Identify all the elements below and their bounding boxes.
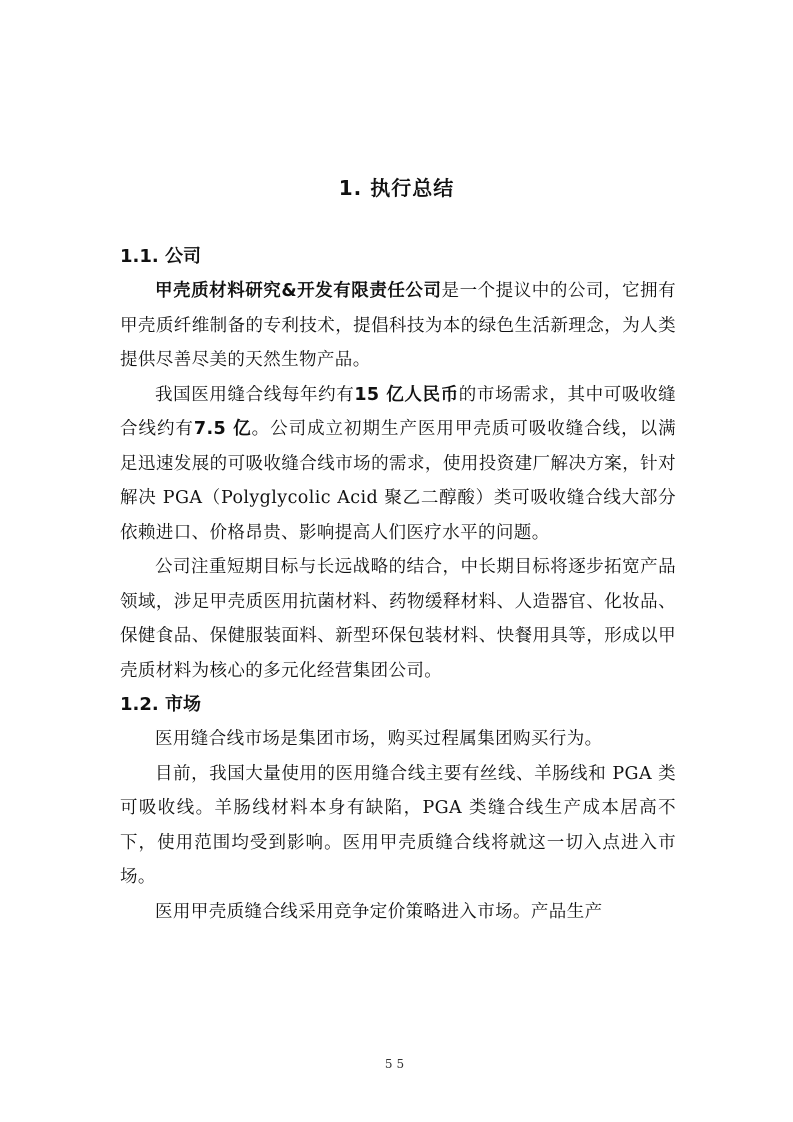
paragraph-market-current: 目前，我国大量使用的医用缝合线主要有丝线、羊肠线和 PGA 类可吸收线。羊肠线材料本身有缺陷，PGA 类缝合线生产成本居高不下，使用范围均受到影响。医用甲壳质缝合线将就这一切入点进入市场。	[120, 763, 676, 887]
paragraph-strategy: 公司注重短期目标与长远战略的结合，中长期目标将逐步拓宽产品领域，涉足甲壳质医用抗菌材料、药物缓释材料、人造器官、化妆品、保健食品、保健服装面料、新型环保包装材料、快餐用具等，形成以甲壳质材料为核心的多元化经营集团公司。	[120, 557, 676, 681]
company-name: 甲壳质材料研究&开发有限责任公司	[155, 281, 442, 301]
document-body	[120, 240, 676, 929]
market-demand-absorbable: 7.5 亿	[193, 419, 252, 439]
market-demand-text-3: 。公司成立初期生产医用甲壳质可吸收缝合线，以满足迅速发展的可吸收缝合线市场的需求，使用投资建厂解决方案，针对解决 PGA（Polyglycolic Acid 聚乙二醇酸）类可吸收缝合线大部分依赖进口、价格昂贵、影响提高人们医疗水平的问题。	[120, 419, 676, 543]
company-intro-text: 是一个提议中的公司，它拥有甲壳质纤维制备的专利技术，提倡科技为本的绿色生活新理念，为人类提供尽善尽美的天然生物产品。	[120, 281, 676, 370]
paragraph-market-type: 医用缝合线市场是集团市场，购买过程属集团购买行为。	[155, 729, 603, 749]
market-demand-total: 15 亿人民币	[354, 384, 459, 405]
page-number: 55	[384, 1057, 409, 1071]
chapter-title: 1. 执行总结	[338, 176, 455, 200]
section-heading-company: 1.1. 公司	[120, 246, 201, 267]
market-demand-text-1: 我国医用缝合线每年约有	[155, 384, 355, 405]
market-demand-text-2: 的市场需求，其中可吸收缝合线约有	[120, 384, 676, 439]
section-heading-market: 1.2. 市场	[120, 694, 201, 715]
paragraph-market-demand	[120, 378, 676, 551]
paragraph-pricing: 医用甲壳质缝合线采用竞争定价策略进入市场。产品生产	[155, 901, 603, 922]
paragraph-company-intro	[120, 274, 676, 378]
